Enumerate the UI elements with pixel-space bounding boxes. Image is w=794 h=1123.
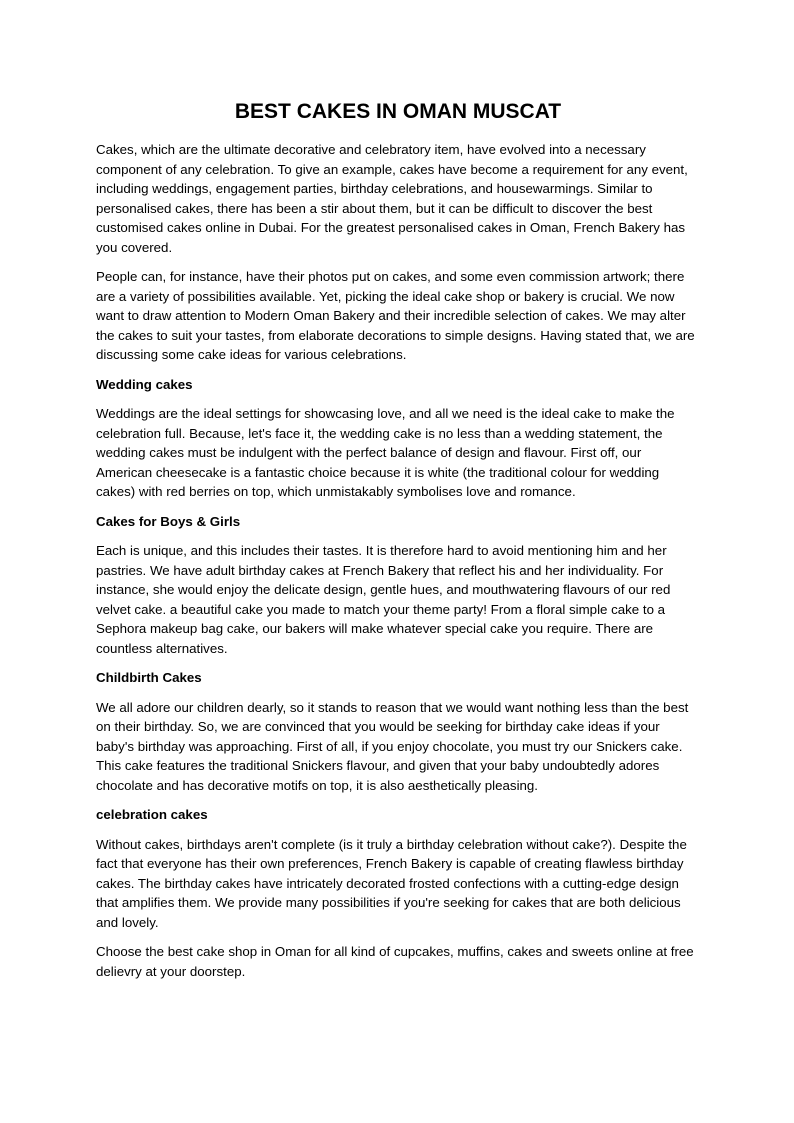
section-heading-boys-girls-cakes: Cakes for Boys & Girls [96, 513, 241, 529]
section-heading-wedding-cakes: Wedding cakes [96, 376, 193, 392]
intro-paragraph: Cakes, which are the ultimate decorative and celebratory item, have evolved into a necessary component of any celebration. To give an example, cakes have become a requirement for any event, including weddings, engagement parties, birthday celebrations, and housewarmings. Similar to personalised cakes, there has been a stir about them, but it can be difficult to discover the best customised cakes online in Dubai. For the greatest personalised cakes in Oman, French Bakery has you covered. [96, 142, 688, 255]
section-heading-celebration-cakes: celebration cakes [96, 807, 208, 822]
closing-paragraph: Choose the best cake shop in Oman for all kind of cupcakes, muffins, cakes and sweets online at free delievry at your doorstep. [96, 944, 694, 979]
celebration-cakes-paragraph: Without cakes, birthdays aren't complete (is it truly a birthday celebration without cake?). Despite the fact that everyone has their own preferences, French Bakery is capable of creating flawless birthday cakes. The birthday cakes have intricately decorated frosted confections with a cutting-edge design that amplifies them. We provide many possibilities if you're seeking for cakes that are both delicious and lovely. [96, 836, 687, 930]
document-title: BEST CAKES IN OMAN MUSCAT [234, 100, 562, 123]
document-body [96, 98, 700, 991]
boys-girls-cakes-paragraph: Each is unique, and this includes their tastes. It is therefore hard to avoid mentioning him and her pastries. We have adult birthday cakes at French Bakery that reflect his and her individuality. For instance, she would enjoy the delicate design, gentle hues, and mouthwatering flavours of our red velvet cake. a beautiful cake you made to match your theme party! From a floral simple cake to a Sephora makeup bag cake, our bakers will make whatever special cake you require. There are countless alternatives. [96, 543, 671, 656]
section-heading-childbirth-cakes: Childbirth Cakes [96, 670, 202, 685]
body-paragraph: People can, for instance, have their photos put on cakes, and some even commission artwork; there are a variety of possibilities available. Yet, picking the ideal cake shop or bakery is crucial. We now want to draw attention to Modern Oman Bakery and their incredible selection of cakes. We may alter the cakes to suit your tastes, from elaborate decorations to simple designs. Having stated that, we are discussing some cake ideas for various celebrations. [96, 269, 695, 362]
wedding-cakes-paragraph: Weddings are the ideal settings for showcasing love, and all we need is the ideal cake to make the celebration full. Because, let's face it, the wedding cake is no less than a wedding statement, the wedding cakes must be indulgent with the perfect balance of design and flavour. First off, our American cheesecake is a fantastic choice because it is white (the traditional colour for wedding cakes) with red berries on top, which unmistakably symbolises love and romance. [96, 406, 675, 499]
childbirth-cakes-paragraph: We all adore our children dearly, so it stands to reason that we would want nothing less than the best on their birthday. So, we are convinced that you would be seeking for birthday cake ideas if your baby's birthday was approaching. First of all, if you enjoy chocolate, you must try our Snickers cake. This cake features the traditional Snickers flavour, and given that your baby undoubtedly adores chocolate and has decorative motifs on top, it is also aesthetically pleasing. [96, 699, 689, 793]
